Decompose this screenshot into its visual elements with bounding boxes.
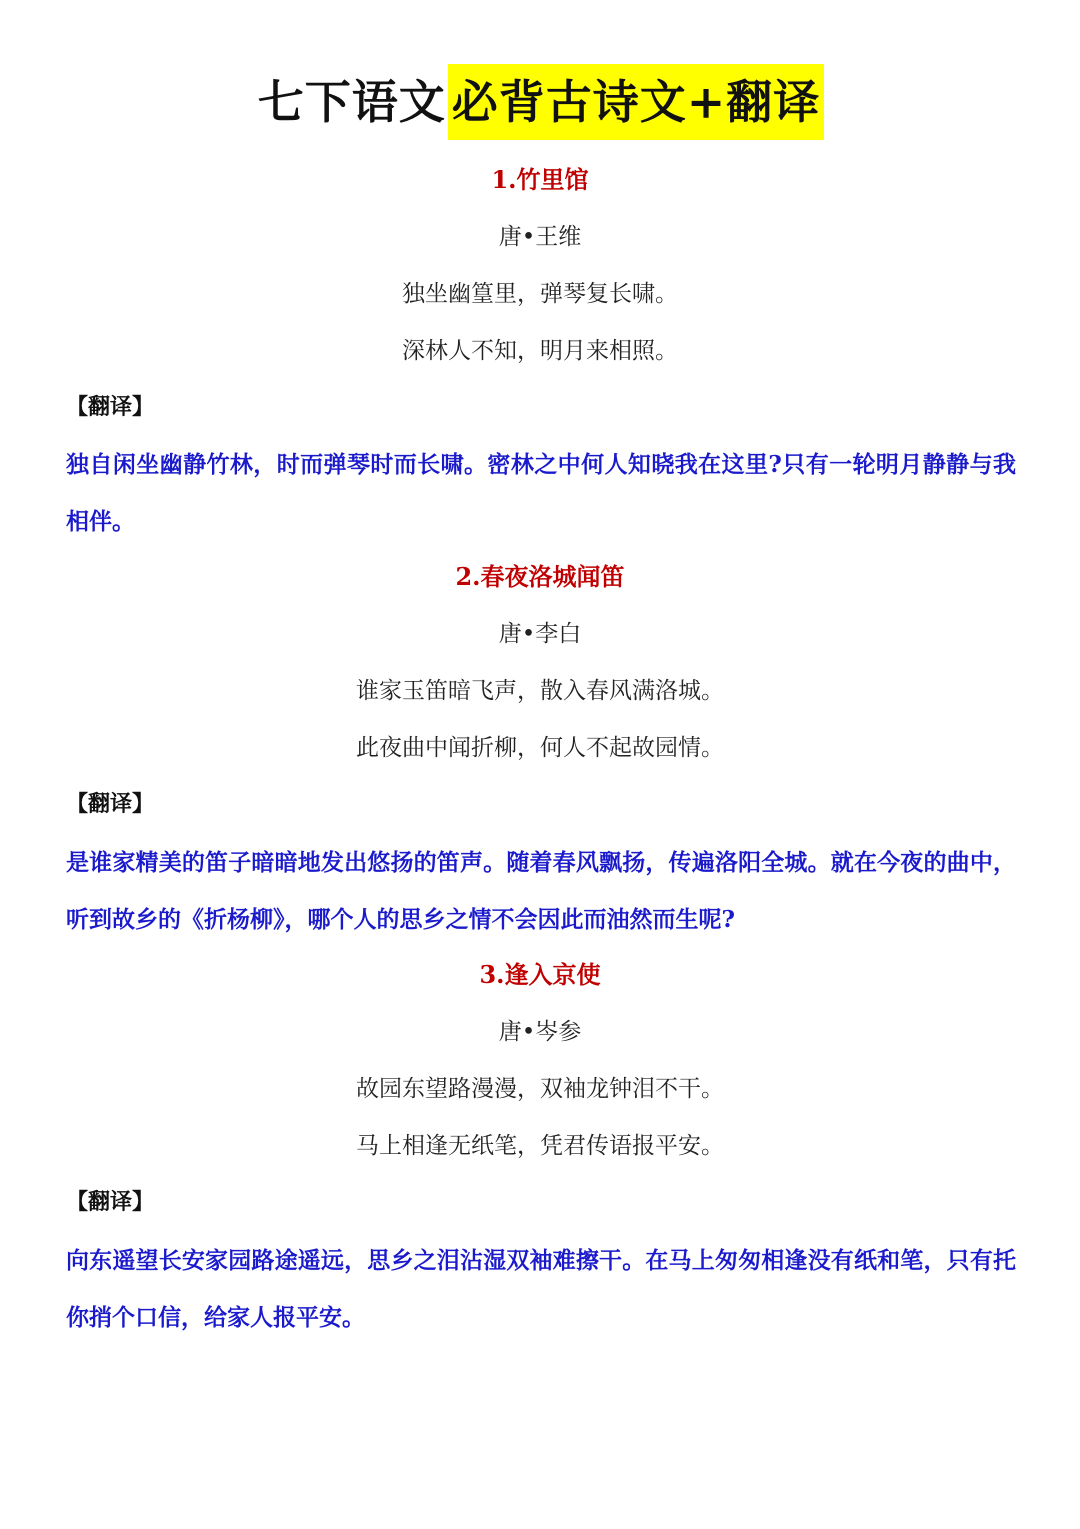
poem-line: 独坐幽篁里，弹琴复长啸。 — [402, 281, 678, 307]
poem-line: 深林人不知，明月来相照。 — [402, 338, 678, 364]
translation-label: 【翻译】 — [66, 791, 155, 817]
poem-title: 3.逢入京使 — [479, 960, 601, 989]
title-highlighted-text: 必背古诗文+翻译 — [448, 64, 825, 140]
poem-line: 故园东望路漫漫，双袖龙钟泪不干。 — [356, 1076, 724, 1102]
translation-text: 独自闲坐幽静竹林，时而弹琴时而长啸。密林之中何人知晓我在这里?只有一轮明月静静与我相伴。 — [66, 451, 1016, 535]
poem-line: 谁家玉笛暗飞声，散入春风满洛城。 — [356, 678, 724, 704]
poem-author: 唐•王维 — [498, 224, 582, 250]
poem-block-1 — [0, 160, 1080, 371]
translation-label: 【翻译】 — [66, 394, 155, 420]
poem-title: 1.竹里馆 — [491, 165, 589, 194]
translation-text: 是谁家精美的笛子暗暗地发出悠扬的笛声。随着春风飘扬，传遍洛阳全城。就在今夜的曲中，听到故乡的《折杨柳》，哪个人的思乡之情不会因此而油然而生呢? — [66, 849, 1016, 933]
poem-line: 此夜曲中闻折柳，何人不起故园情。 — [356, 735, 724, 761]
page-title — [0, 64, 1080, 140]
poem-block-2 — [0, 557, 1080, 768]
translation-text: 向东遥望长安家园路途遥远，思乡之泪沾湿双袖难擦干。在马上匆匆相逢没有纸和笔，只有托你捎个口信，给家人报平安。 — [66, 1247, 1016, 1331]
poem-author: 唐•李白 — [498, 621, 582, 647]
title-plain-text: 七下语文 — [257, 75, 446, 129]
poem-title: 2.春夜洛城闻笛 — [455, 562, 625, 591]
poem-line: 马上相逢无纸笔，凭君传语报平安。 — [356, 1133, 724, 1159]
translation-label: 【翻译】 — [66, 1189, 155, 1215]
poem-author: 唐•岑参 — [498, 1019, 582, 1045]
poem-block-3 — [0, 955, 1080, 1166]
